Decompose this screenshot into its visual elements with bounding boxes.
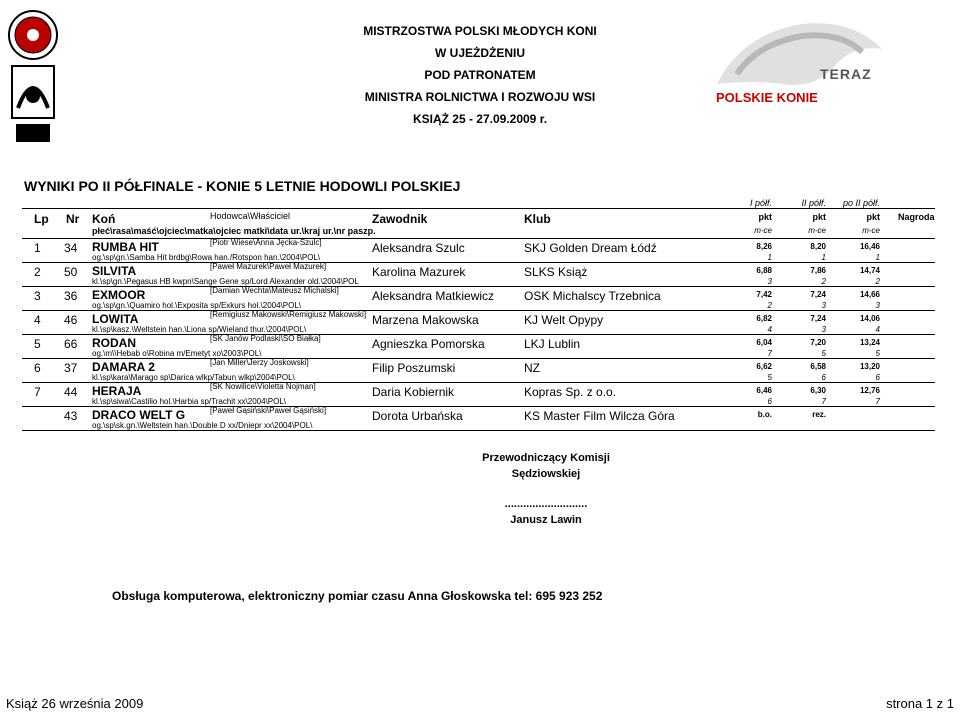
row-details: kl.\sp\gn.\Pegasus HB kwpn\Sange Gene sp/Lord Alexander old.\2004\POL (92, 277, 359, 286)
row-place2: 2 (821, 277, 826, 286)
col-mce2: m-ce (808, 226, 826, 235)
row-score1: 6,62 (756, 362, 772, 371)
row-score3: 14,66 (859, 290, 880, 299)
row-divider (22, 430, 935, 431)
row-place3: 1 (875, 253, 880, 262)
row-place1: 2 (767, 301, 772, 310)
row-rider: Filip Poszumski (372, 361, 456, 375)
row-score2: 8,20 (810, 242, 826, 251)
row-rider: Agnieszka Pomorska (372, 337, 485, 351)
row-horse: RUMBA HIT (92, 240, 159, 254)
row-divider (22, 262, 935, 263)
row-nr: 43 (64, 409, 78, 423)
row-club: LKJ Lublin (524, 337, 581, 351)
row-nr: 44 (64, 385, 78, 399)
row-details: og.\sp\gn.\Samba Hit brdbg\Rowa han./Rotspon han.\2004\POL\ (92, 253, 321, 262)
signature-line1: Przewodniczący Komisji (482, 452, 610, 464)
row-nr: 37 (64, 361, 78, 375)
footer-note: Obsługa komputerowa, elektroniczny pomiar czasu Anna Głoskowska tel: 695 923 252 (112, 589, 603, 603)
row-rider: Aleksandra Matkiewicz (372, 289, 495, 303)
row-divider (22, 406, 935, 407)
row-score2: 7,86 (810, 266, 826, 275)
row-score2: 7,24 (810, 314, 826, 323)
row-place1: 5 (767, 373, 772, 382)
col-hodowca: Hodowca\Właściciel (210, 211, 291, 221)
row-place2: 7 (821, 397, 826, 406)
col-polf2: II półf. (801, 198, 826, 208)
row-details: og.\sp\gn.\Quamiro hol.\Exposita sp/Exkurs hol.\2004\POL\ (92, 301, 301, 310)
row-club: KJ Welt Opypy (524, 313, 604, 327)
row-nr: 66 (64, 337, 78, 351)
row-owner: [Remigiusz Makowski\Remigiusz Makowski] (210, 310, 367, 319)
row-owner: [SK Janów Podlaski\SO Białka] (210, 334, 321, 343)
row-divider (22, 334, 935, 335)
row-horse: RODAN (92, 336, 136, 350)
row-divider (22, 310, 935, 311)
col-pkt3: pkt (866, 212, 880, 222)
row-lp: 5 (34, 337, 41, 351)
row-nr: 46 (64, 313, 78, 327)
row-rider: Marzena Makowska (372, 313, 479, 327)
logo-right-polskie-konie: POLSKIE KONIE (716, 90, 818, 105)
col-polf1: I półf. (749, 198, 772, 208)
row-score1: 6,46 (756, 386, 772, 395)
row-horse: EXMOOR (92, 288, 146, 302)
row-lp: 1 (34, 241, 41, 255)
row-score2: 7,24 (810, 290, 826, 299)
col-subheader: płeć\rasa\maść\ojciec\matka\ojciec matki\data ur.\kraj ur.\nr paszp. (92, 226, 376, 236)
row-place2: 5 (821, 349, 826, 358)
col-po2: po II półf. (842, 198, 880, 208)
col-klub: Klub (524, 212, 551, 226)
row-score3: 14,74 (859, 266, 880, 275)
row-club: KS Master Film Wilcza Góra (524, 409, 675, 423)
col-lp: Lp (34, 212, 49, 226)
row-details: og.\sp\sk.gn.\Weltstein han.\Double D xx/Dniepr xx\2004\POL\ (92, 421, 313, 430)
row-score3: 16,46 (859, 242, 880, 251)
col-mce3: m-ce (862, 226, 880, 235)
row-lp: 3 (34, 289, 41, 303)
header-line-1: MISTRZOSTWA POLSKI MŁODYCH KONI (363, 24, 597, 38)
row-details: kl.\sp\kasz.\Weltstein han.\Liona sp/Wieland thur.\2004\POL\ (92, 325, 307, 334)
row-score1: 8,26 (756, 242, 772, 251)
row-divider (22, 358, 935, 359)
row-nr: 34 (64, 241, 78, 255)
row-place2: 6 (821, 373, 826, 382)
row-club: OSK Michalscy Trzebnica (524, 289, 661, 303)
row-place1: 6 (767, 397, 772, 406)
col-mce1: m-ce (754, 226, 772, 235)
row-score2: 7,20 (810, 338, 826, 347)
row-score2: 6,58 (810, 362, 826, 371)
row-score3: 13,20 (859, 362, 880, 371)
logo-right-teraz: TERAZ (820, 66, 872, 82)
row-horse: HERAJA (92, 384, 142, 398)
row-details: kl.\sp\siwa\Castilio hol.\Harbia sp/Trachit xx\2004\POL\ (92, 397, 287, 406)
row-place1: 4 (767, 325, 772, 334)
row-score1: 7,42 (756, 290, 772, 299)
row-place2: 3 (821, 325, 826, 334)
row-place3: 7 (875, 397, 880, 406)
row-divider (22, 382, 935, 383)
row-place1: 3 (767, 277, 772, 286)
row-horse: DAMARA 2 (92, 360, 155, 374)
row-divider (22, 286, 935, 287)
row-lp: 4 (34, 313, 41, 327)
row-place3: 2 (875, 277, 880, 286)
row-place1: 1 (767, 253, 772, 262)
row-score3: 14,06 (859, 314, 880, 323)
row-score1: b.o. (757, 410, 772, 419)
header-line-5: KSIĄŻ 25 - 27.09.2009 r. (412, 112, 548, 126)
col-nagroda: Nagroda (898, 212, 935, 222)
row-owner: [Jan Miller\Jerzy Joskowski] (210, 358, 309, 367)
signature-dots: ........................... (504, 498, 588, 510)
row-owner: [Damian Wechta\Mateusz Michalski] (210, 286, 339, 295)
row-horse: LOWITA (92, 312, 139, 326)
header-line-2: W UJEŻDŻENIU (435, 46, 525, 60)
col-kon: Koń (92, 212, 116, 226)
row-score3: 13,24 (859, 338, 880, 347)
signature-line2: Sędziowskiej (511, 468, 581, 480)
header-line-4: MINISTRA ROLNICTWA I ROZWOJU WSI (364, 90, 596, 104)
col-zawodnik: Zawodnik (372, 212, 428, 226)
header-divider (22, 208, 935, 209)
row-score1: 6,88 (756, 266, 772, 275)
row-owner: [SK Nowilice\Violetta Nojman] (210, 382, 316, 391)
row-rider: Dorota Urbańska (372, 409, 463, 423)
row-owner: [Piotr Wiese\Anna Jęcka-Szulc] (210, 238, 322, 247)
row-place1: 7 (767, 349, 772, 358)
page-title: WYNIKI PO II PÓŁFINALE - KONIE 5 LETNIE HODOWLI POLSKIEJ (24, 178, 461, 194)
row-horse: SILVITA (92, 264, 137, 278)
col-nr: Nr (66, 212, 80, 226)
row-owner: [Paweł Mazurek\Paweł Mazurek] (210, 262, 327, 271)
row-rider: Karolina Mazurek (372, 265, 466, 279)
row-club: Kopras Sp. z o.o. (524, 385, 617, 399)
col-pkt1: pkt (758, 212, 772, 222)
row-place3: 6 (875, 373, 880, 382)
subheader-divider (22, 238, 935, 239)
row-score2: rez. (812, 410, 826, 419)
row-owner: [Paweł Gąsiński\Paweł Gąsiński] (210, 406, 327, 415)
row-place3: 4 (875, 325, 880, 334)
row-nr: 50 (64, 265, 78, 279)
row-details: og.\m\\Hebab o\Robina m/Emetyt xo\2003\POL\ (92, 349, 262, 358)
header-line-3: POD PATRONATEM (424, 68, 536, 82)
row-rider: Daria Kobiernik (372, 385, 455, 399)
footer-date: Książ 26 września 2009 (6, 696, 144, 711)
row-score3: 12,76 (859, 386, 880, 395)
row-details: kl.\sp\kara\Marago sp\Darica wlkp/Tabun wlkp\2004\POL\ (92, 373, 295, 382)
signature-name: Janusz Lawin (510, 514, 582, 526)
row-club: SKJ Golden Dream Łódź (524, 241, 657, 255)
row-lp: 6 (34, 361, 41, 375)
row-club: NZ (524, 361, 540, 375)
row-place3: 5 (875, 349, 880, 358)
row-place2: 3 (821, 301, 826, 310)
row-horse: DRACO WELT G (92, 408, 186, 422)
row-place2: 1 (821, 253, 826, 262)
footer-page: strona 1 z 1 (886, 696, 954, 711)
col-pkt2: pkt (812, 212, 826, 222)
row-place3: 3 (875, 301, 880, 310)
row-score2: 6,30 (810, 386, 826, 395)
row-score1: 6,04 (756, 338, 772, 347)
row-nr: 36 (64, 289, 78, 303)
row-score1: 6,82 (756, 314, 772, 323)
row-rider: Aleksandra Szulc (372, 241, 465, 255)
row-lp: 2 (34, 265, 41, 279)
row-club: SLKS Książ (524, 265, 588, 279)
row-lp: 7 (34, 385, 41, 399)
